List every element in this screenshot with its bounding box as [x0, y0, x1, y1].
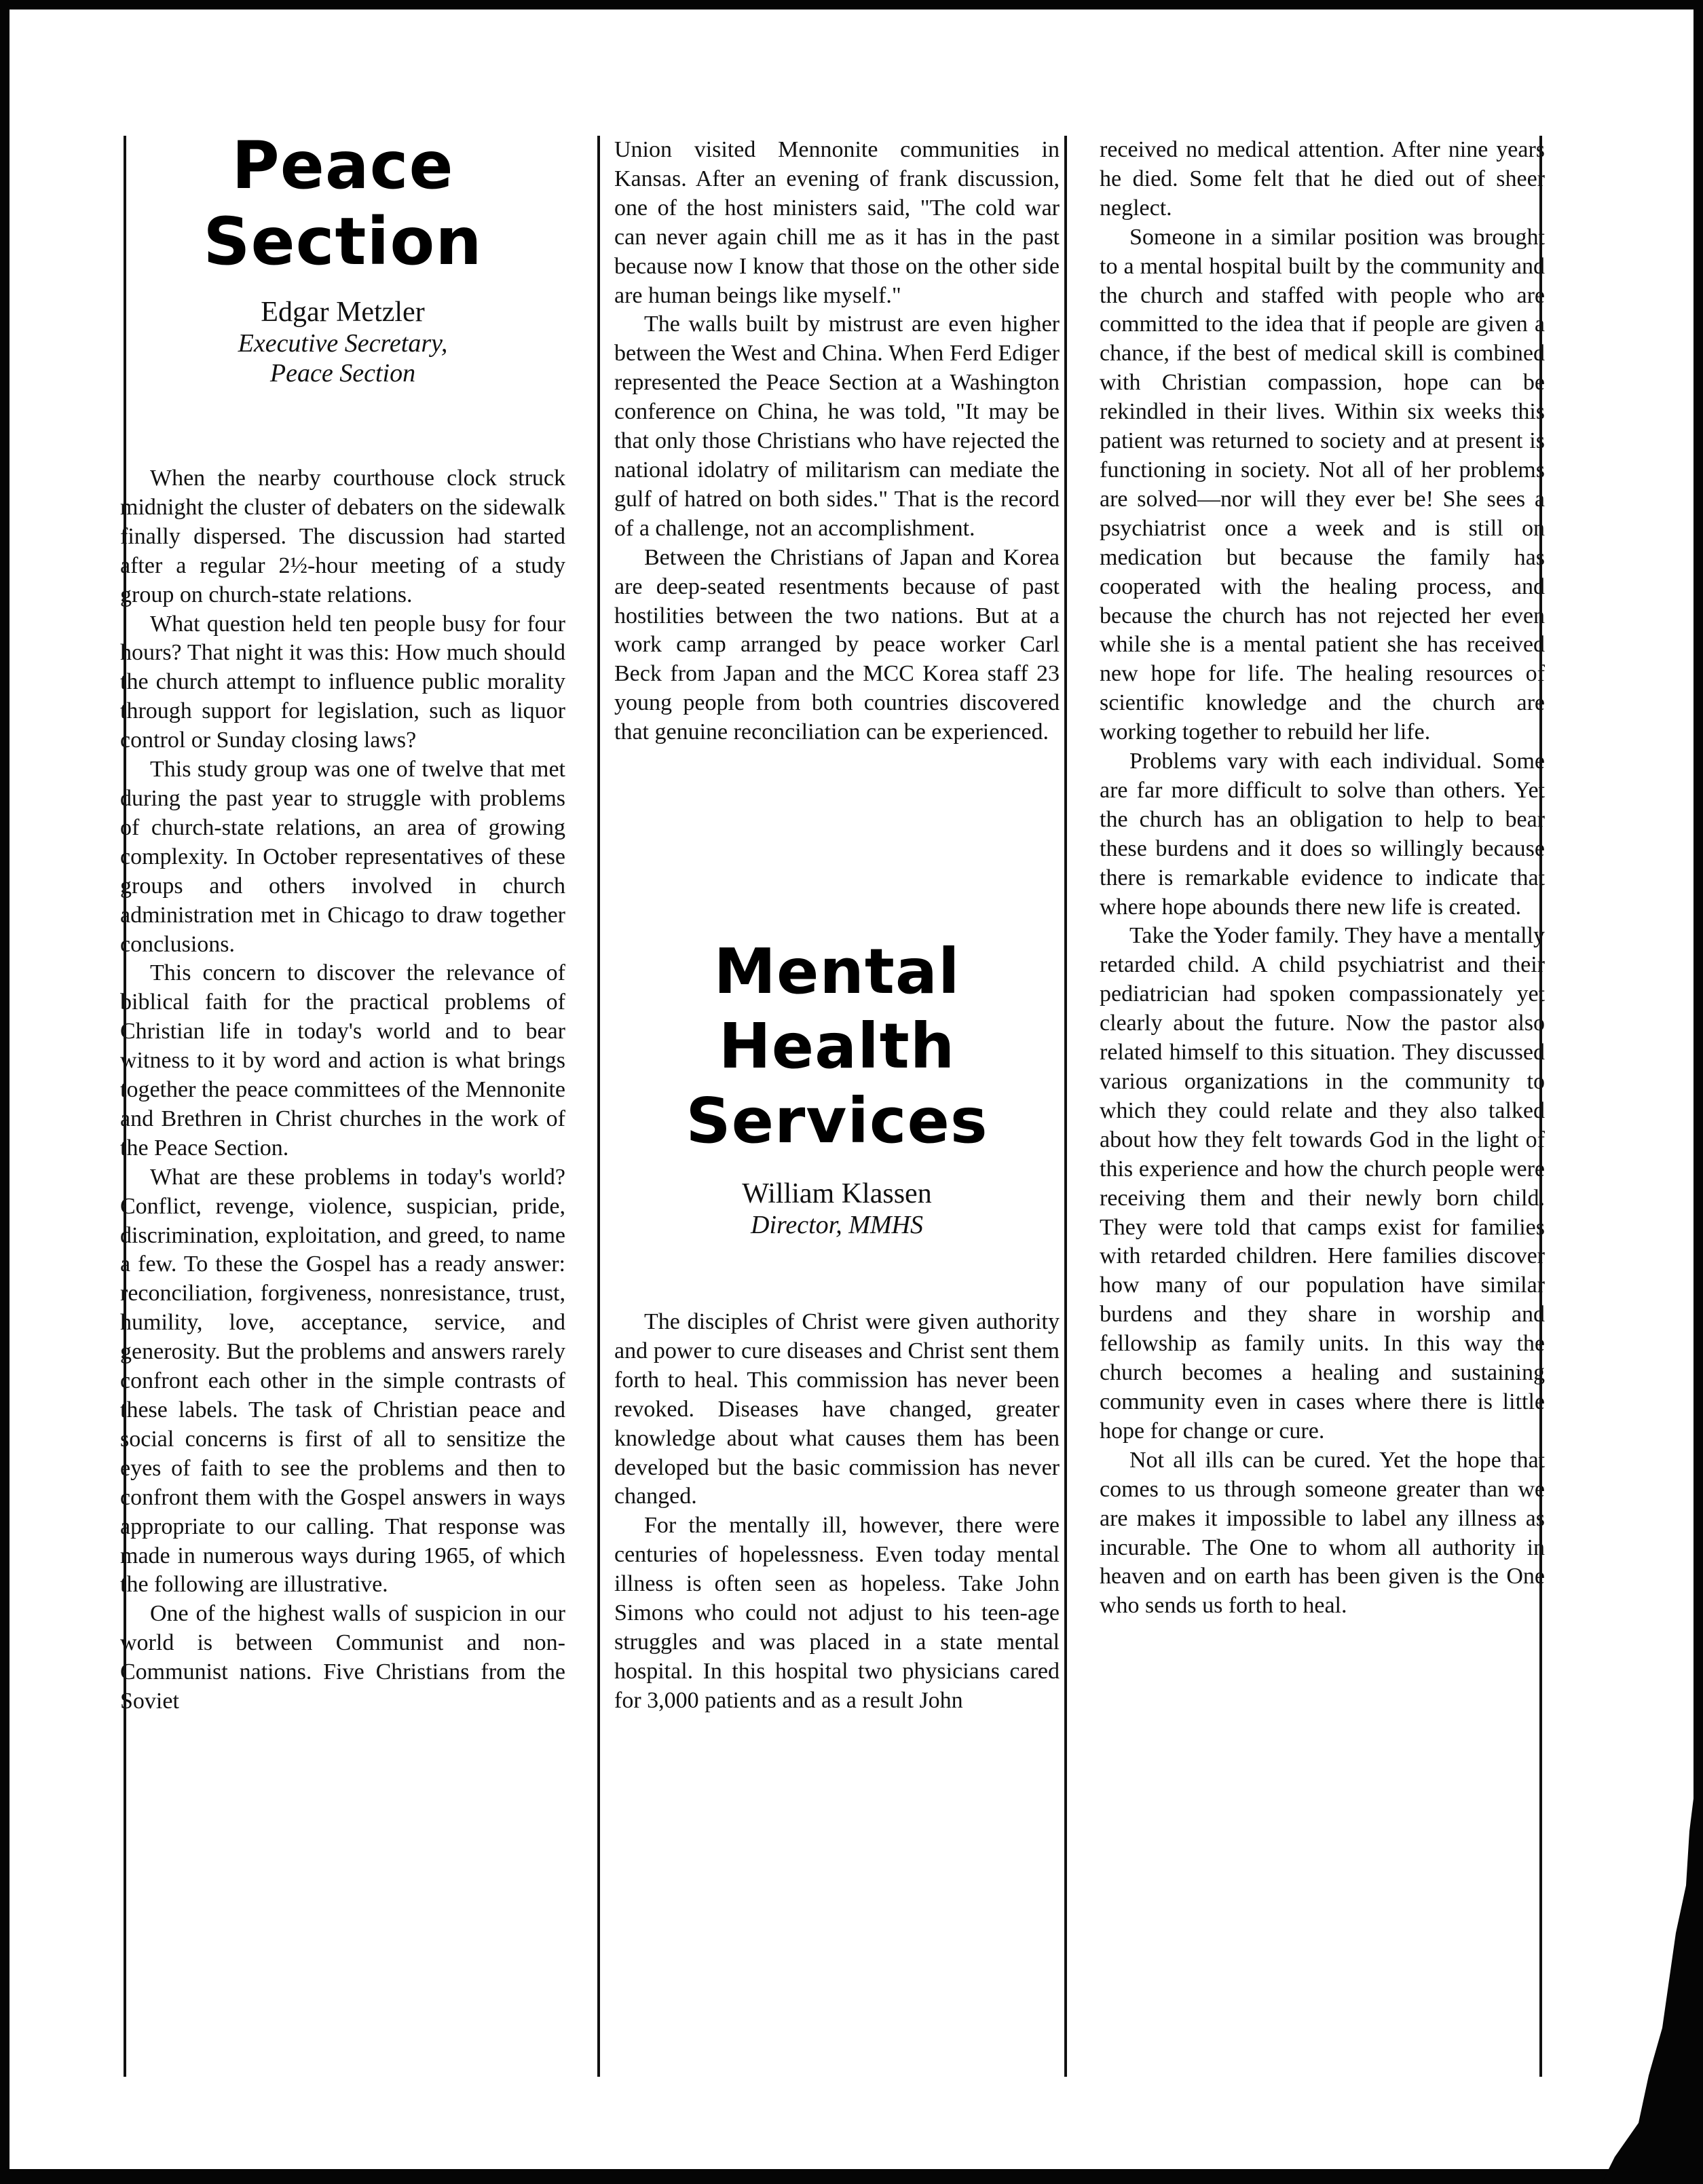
article-body	[614, 1308, 1060, 1716]
scan-border-bottom	[0, 2169, 1703, 2184]
paragraph: Take the Yoder family. They have a mentally retarded child. A child psychiatrist and their pediatrician had spoken compassionately yet clearly about the future. Now the pastor also related himself to this situation. They discussed various organizations in the community to which they could relate and they also talked about how they felt towards God in the light of this experience and how the church people were receiving them and their newly born child. They were told that camps exist for families with retarded children. Here families discover how many of our population have similar burdens and they share in worship and fellowship as family units. In this way the church becomes a healing and sustaining community even in cases where there is little hope for change or cure.	[1100, 923, 1545, 1444]
paragraph: Not all ills can be cured. Yet the hope that comes to us through someone greater than we are makes it impossible to label any illness as incurable. The One to whom all authority in heaven and on earth has been given is the One who sends us forth to heal.	[1100, 1447, 1545, 1619]
scan-border-top	[0, 0, 1703, 10]
paragraph: This study group was one of twelve that met during the past year to struggle with problems of church-state relations, an area of growing complexity. In October representatives of these groups and others involved in church administration met in Chicago to draw together conclusions.	[120, 757, 565, 957]
paragraph-continued: received no medical attention. After nine years he died. Some felt that he died out of sheer neglect.	[1100, 137, 1545, 221]
paragraph: What are these problems in today's world? Conflict, revenge, violence, suspician, pride, discrimination, exploitation, and greed, to name a few. To these the Gospel has a ready answer: reconciliation, forgiveness, nonresistance, trust, humility, love, acceptance, service, and generosity. But the problems and answers rarely confront each other in the simple contrasts of these labels. The task of Christian peace and social concerns is first of all to sensitize the eyes of faith to see the problems and then to confront them with the Gospel answers in ways appropriate to our calling. That response was made in numerous ways during 1965, of which the following are illustrative.	[120, 1164, 565, 1598]
paragraph: Someone in a similar position was brought to a mental hospital built by the community and the church and staffed with people who are committed to the idea that if people are given a chance, if the best of medical skill is combined with Christian compassion, hope can be rekindled in their lives. Within six weeks this patient was returned to society and at present is functioning in society. Not all of her problems are solved—nor will they ever be! She sees a psychiatrist once a week and is still on medication but because the family has cooperated with the healing process, and because the church has not rejected her even while she is a mental patient she has received new hope for life. The healing resources of scientific knowledge and the church are working together to rebuild her life.	[1100, 224, 1545, 745]
scan-border-left	[0, 0, 10, 2184]
mental-health-article	[614, 935, 1060, 1716]
author-role: Executive Secretary,	[238, 329, 448, 358]
author-name: Edgar Metzler	[261, 297, 425, 328]
paragraph: This concern to discover the relevance of biblical faith for the practical problems of Christian life in today's world and to bear witness to it by word and action is what brings together the peace committees of the Mennonite and Brethren in Christ churches in the work of the Peace Section.	[120, 960, 565, 1161]
torn-page-corner	[1601, 1709, 1703, 2184]
paragraph: The walls built by mistrust are even higher between the West and China. When Ferd Ediger represented the Peace Section at a Washington conference on China, he was told, "It may be that only those Christians who have rejected the national idolatry of militarism can mediate the gulf of hatred on both sides." That is the record of a challenge, not an accomplishment.	[614, 312, 1060, 541]
column-3	[1100, 136, 1545, 1621]
paragraph: When the nearby courthouse clock struck midnight the cluster of debaters on the sidewalk finally dispersed. The discussion had started after a regular 2½-hour meeting of a study group on church-state relations.	[120, 466, 565, 607]
column-1	[120, 128, 565, 1716]
article-body-continued	[614, 136, 1060, 747]
paragraph: For the mentally ill, however, there were centuries of hopelessness. Even today mental illness is often seen as hopeless. Take John Simons who could not adjust to his teen-age struggles and was placed in a state mental hospital. In this hospital two physicians cared for 3,000 patients and as a result John	[614, 1513, 1060, 1713]
author-name: William Klassen	[742, 1178, 932, 1210]
paragraph: One of the highest walls of suspicion in our world is between Communist and non-Communist nations. Five Christians from the Soviet	[120, 1601, 565, 1714]
article-body-continued	[1100, 136, 1545, 1621]
byline	[120, 296, 565, 388]
paragraph-continued: Union visited Mennonite communities in Kansas. After an evening of frank discussion, one of the host ministers said, "The cold war can never again chill me as it has in the past because now I know that those on the other side are human beings like myself."	[614, 137, 1060, 308]
article-title	[120, 128, 565, 280]
title-line: Section	[203, 204, 483, 280]
paragraph: What question held ten people busy for four hours? That night it was this: How much should the church attempt to influence public morality through support for legislation, such as liquor control or Sunday closing laws?	[120, 611, 565, 753]
title-line: Mental	[713, 935, 960, 1009]
title-line: Peace	[231, 128, 454, 204]
byline	[614, 1178, 1060, 1240]
column-2	[614, 136, 1060, 1716]
paragraph: The disciples of Christ were given authority and power to cure diseases and Christ sent them forth to heal. This commission has never been revoked. Diseases have changed, greater knowledge about what causes them has been developed but the basic commission has never changed.	[614, 1309, 1060, 1509]
column-rule-center-right	[1064, 136, 1067, 2077]
column-rule-center-left	[597, 136, 600, 2077]
article-body	[120, 464, 565, 1716]
article-title	[614, 935, 1060, 1159]
paragraph: Problems vary with each individual. Some are far more difficult to solve than others. Yet the church has an obligation to help to bear these burdens and it does so willingly because there is remarkable evidence to indicate that where hope abounds there new life is created.	[1100, 749, 1545, 920]
author-role: Peace Section	[269, 359, 416, 388]
title-line: Services	[686, 1085, 988, 1158]
paragraph: Between the Christians of Japan and Korea are deep-seated resentments because of past hostilities between the two nations. But at a work camp arranged by peace worker Carl Beck from Japan and the MCC Korea staff 23 young people from both countries discovered that genuine reconciliation can be experienced.	[614, 544, 1060, 745]
author-role: Director, MMHS	[751, 1211, 923, 1240]
peace-section-article	[120, 128, 565, 1716]
title-line: Health	[718, 1010, 956, 1083]
